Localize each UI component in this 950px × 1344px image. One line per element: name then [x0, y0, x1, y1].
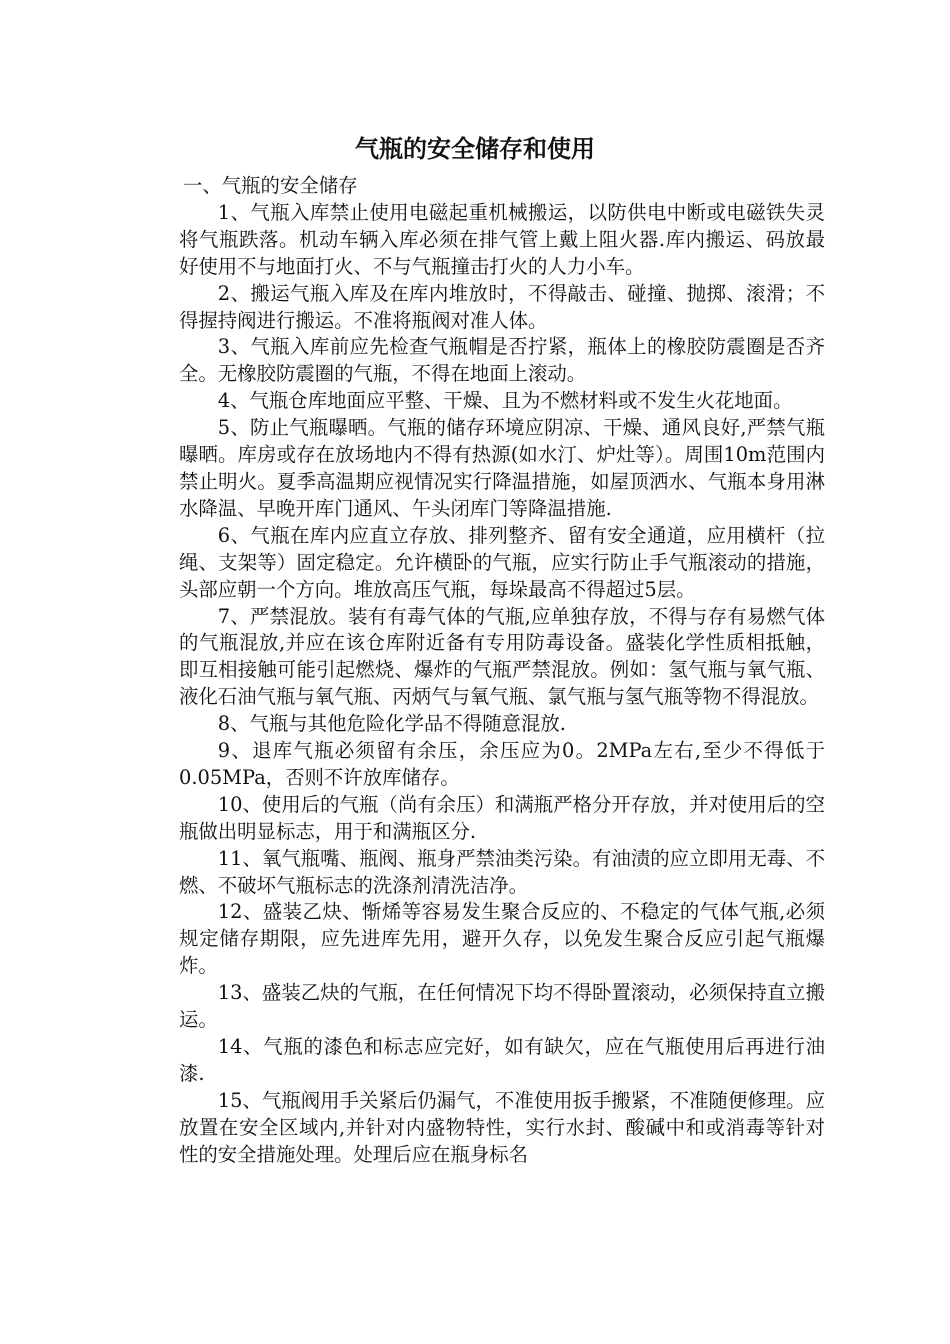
paragraph-15: 15、气瓶阀用手关紧后仍漏气，不准使用扳手搬紧，不准随便修理。应放置在安全区域内,并针对内盛物特性，实行水封、酸碱中和或消毒等针对性的安全措施处理。处理后应在瓶身标名	[179, 1088, 825, 1166]
document-body	[179, 173, 825, 1169]
paragraph-8: 8、气瓶与其他危险化学品不得随意混放.	[217, 712, 566, 736]
paragraph-6: 6、气瓶在库内应直立存放、排列整齐、留有安全通道，应用横杆（拉绳、支架等）固定稳定。允许横卧的气瓶，应实行防止手气瓶滚动的措施，头部应朝一个方向。堆放高压气瓶，每垛最高不得超过5层。	[179, 523, 825, 601]
paragraph-13: 13、盛装乙炔的气瓶，在任何情况下均不得卧置滚动，必须保持直立搬运。	[179, 981, 825, 1032]
paragraph-12: 12、盛装乙炔、惭烯等容易发生聚合反应的、不稳定的气体气瓶,必须规定储存期限，应先进库先用，避开久存，以免发生聚合反应引起气瓶爆炸。	[179, 900, 825, 978]
paragraph-2: 2、搬运气瓶入库及在库内堆放时，不得敲击、碰撞、抛掷、滚滑；不得握持阀进行搬运。不准将瓶阀对准人体。	[179, 281, 825, 332]
paragraph-11: 11、氧气瓶嘴、瓶阀、瓶身严禁油类污染。有油渍的应立即用无毒、不燃、不破坏气瓶标志的洗涤剂清洗洁净。	[179, 846, 825, 897]
paragraph-9: 9、退库气瓶必须留有余压，余压应为0。2MPa左右,至少不得低于0.05MPa，否则不许放库储存。	[179, 739, 825, 789]
paragraph-3: 3、气瓶入库前应先检查气瓶帽是否拧紧，瓶体上的橡胶防震圈是否齐全。无橡胶防震圈的气瓶，不得在地面上滚动。	[179, 335, 825, 386]
paragraph-4: 4、气瓶仓库地面应平整、干燥、且为不燃材料或不发生火花地面。	[217, 389, 793, 413]
section-heading: 一、气瓶的安全储存	[183, 174, 358, 197]
paragraph-1: 1、气瓶入库禁止使用电磁起重机械搬运，以防供电中断或电磁铁失灵将气瓶跌落。机动车辆入库必须在排气管上戴上阻火器.库内搬运、码放最好使用不与地面打火、不与气瓶撞击打火的人力小车。	[179, 200, 825, 278]
paragraph-5: 5、防止气瓶曝晒。气瓶的储存环境应阴凉、干燥、通风良好,严禁气瓶曝晒。库房或存在放场地内不得有热源(如水汀、炉灶等）。周围10m范围内禁止明火。夏季高温期应视情况实行降温措施，如屋顶洒水、气瓶本身用淋水降温、早晚开库门通风、午头闭库门等降温措施.	[179, 416, 825, 520]
paragraph-10: 10、使用后的气瓶（尚有余压）和满瓶严格分开存放，并对使用后的空瓶做出明显标志，用于和满瓶区分.	[179, 792, 825, 843]
document-title: 气瓶的安全储存和使用	[355, 135, 595, 163]
paragraph-7: 7、严禁混放。装有有毒气体的气瓶,应单独存放，不得与存有易燃气体的气瓶混放,并应在该仓库附近备有专用防毒设备。盛装化学性质相抵触，即互相接触可能引起燃烧、爆炸的气瓶严禁混放。例如：氢气瓶与氧气瓶、液化石油气瓶与氧气瓶、丙炳气与氧气瓶、氯气瓶与氢气瓶等物不得混放。	[179, 604, 825, 709]
paragraph-14: 14、气瓶的漆色和标志应完好，如有缺欠，应在气瓶使用后再进行油漆.	[179, 1035, 825, 1085]
